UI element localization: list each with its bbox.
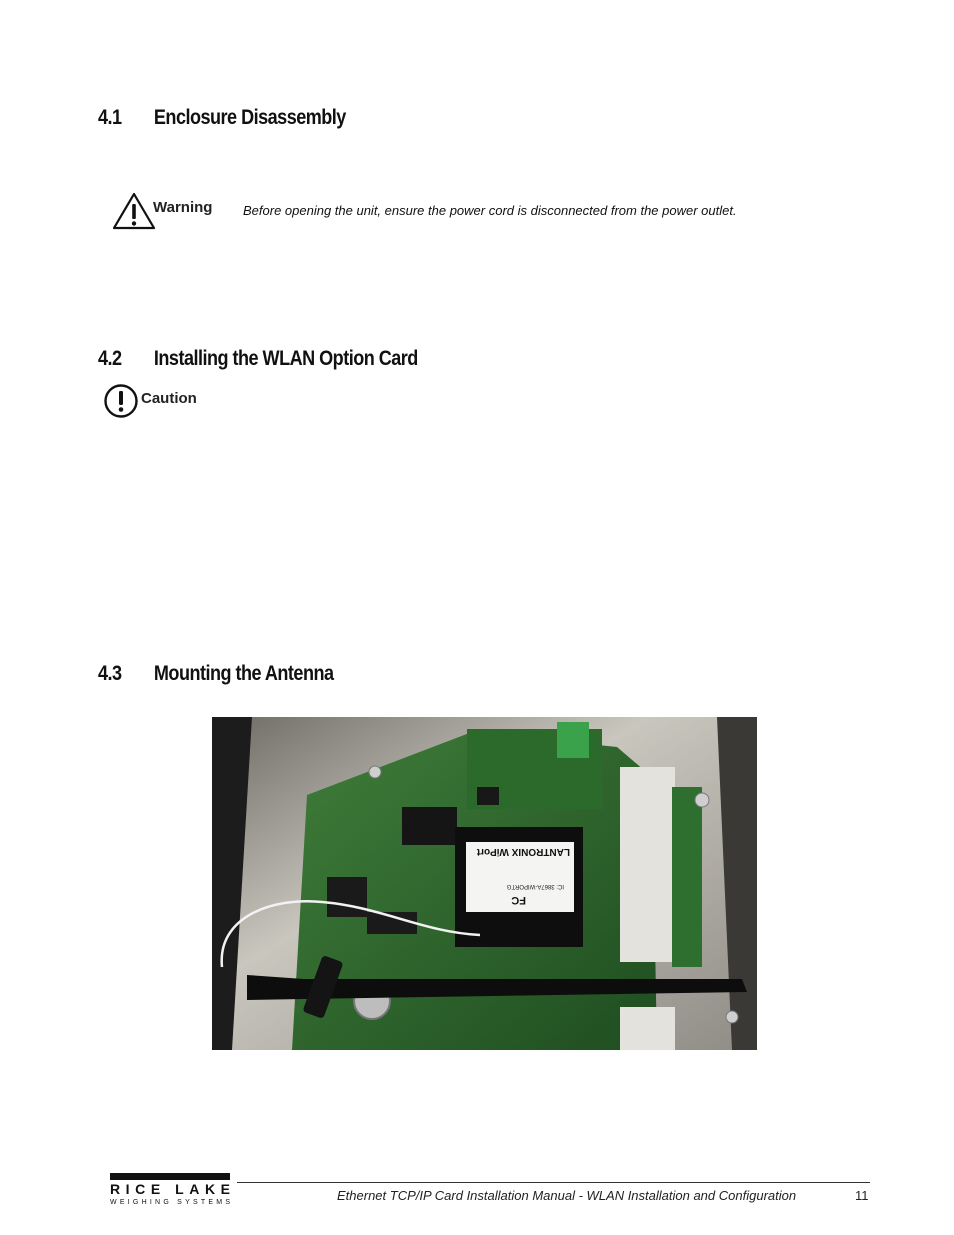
section-heading-4-3: [98, 662, 334, 686]
section-title: Enclosure Disassembly: [153, 106, 346, 129]
section-heading-4-2: [98, 347, 418, 371]
fc-mark: FC: [511, 894, 526, 906]
section-number: 4.3: [98, 662, 122, 685]
section-number: 4.1: [98, 106, 122, 129]
chip-ic: [327, 877, 367, 917]
connector-block-3: [620, 1007, 675, 1050]
chip-ic: [402, 807, 457, 845]
logo-sub: WEIGHING SYSTEMS: [110, 1199, 230, 1206]
caution-exclamation-icon: [103, 383, 139, 419]
page-number: 11: [855, 1188, 869, 1203]
caution-label: Caution: [141, 390, 197, 407]
antenna-mount-photo: [212, 717, 757, 1050]
ic-line: IC: 3867A-WIPORTG: [506, 883, 564, 889]
footer-rule: [237, 1182, 870, 1183]
warning-label: Warning: [153, 199, 213, 216]
screw: [726, 1011, 738, 1023]
warning-triangle-icon: [112, 192, 156, 230]
screw: [695, 793, 709, 807]
section-title: Installing the WLAN Option Card: [153, 347, 418, 370]
footer-manual-title: Ethernet TCP/IP Card Installation Manual - WLAN Installation and Configuration: [337, 1188, 797, 1203]
side-pcb: [672, 787, 702, 967]
green-terminal-block: [557, 722, 589, 758]
screw: [369, 766, 381, 778]
rice-lake-logo: [108, 1172, 236, 1206]
section-number: 4.2: [98, 347, 122, 370]
section-title: Mounting the Antenna: [153, 662, 334, 685]
chip-ic: [477, 787, 499, 805]
connector-block-2: [620, 867, 675, 962]
connector-block-1: [620, 767, 675, 867]
warning-text: Before opening the unit, ensure the power cord is disconnected from the power outlet.: [243, 203, 737, 218]
section-heading-4-1: [98, 106, 346, 130]
logo-main: RICE LAKE: [110, 1181, 230, 1197]
module-brand: LANTRONIX WiPort: [476, 846, 570, 857]
